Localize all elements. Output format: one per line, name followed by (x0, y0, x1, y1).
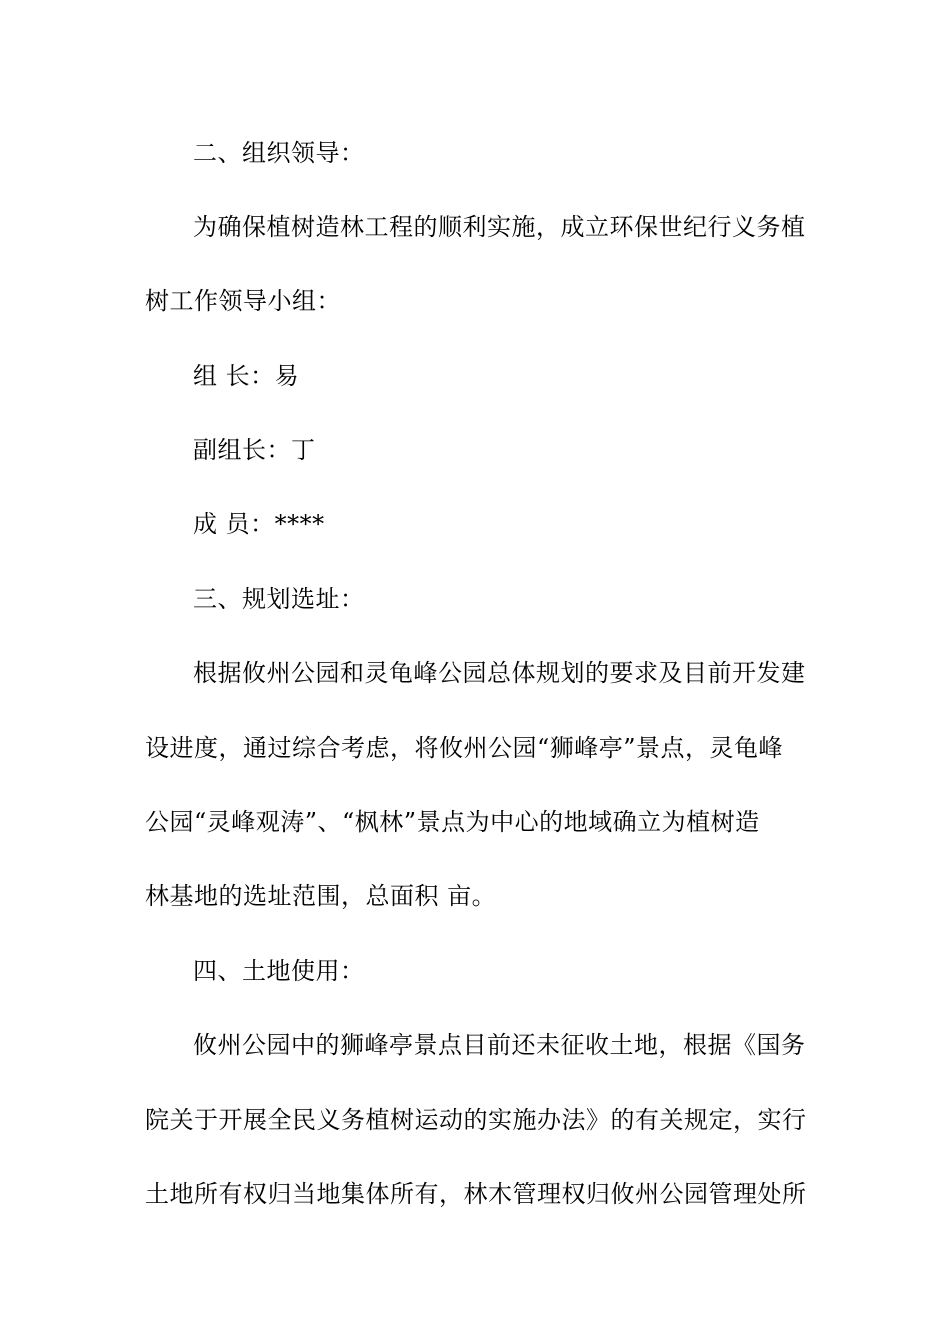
paragraph-line: 树工作领导小组： (145, 287, 341, 315)
paragraph-line: 设进度，通过综合考虑，将攸州公园“狮峰亭”景点，灵龟峰 (145, 734, 784, 762)
members-line: 成 员：**** (193, 510, 325, 538)
deputy-leader-line: 副组长：丁 (193, 436, 316, 464)
section-heading-land-use: 四、土地使用： (193, 957, 365, 985)
paragraph-line: 院关于开展全民义务植树运动的实施办法》的有关规定，实行 (145, 1106, 807, 1134)
paragraph-line: 公园“灵峰观涛”、“枫林”景点为中心的地域确立为植树造 (145, 808, 760, 836)
paragraph-line: 土地所有权归当地集体所有，林木管理权归攸州公园管理处所 (145, 1180, 807, 1208)
paragraph-line: 根据攸州公园和灵龟峰公园总体规划的要求及目前开发建 (193, 659, 806, 687)
paragraph-line: 林基地的选址范围，总面积 亩。 (145, 882, 497, 910)
section-heading-organization: 二、组织领导： (193, 139, 365, 167)
paragraph-line: 攸州公园中的狮峰亭景点目前还未征收土地，根据《国务 (193, 1031, 806, 1059)
section-heading-site-selection: 三、规划选址： (193, 585, 365, 613)
leader-line: 组 长：易 (193, 362, 300, 390)
paragraph-line: 为确保植树造林工程的顺利实施，成立环保世纪行义务植 (193, 213, 806, 241)
